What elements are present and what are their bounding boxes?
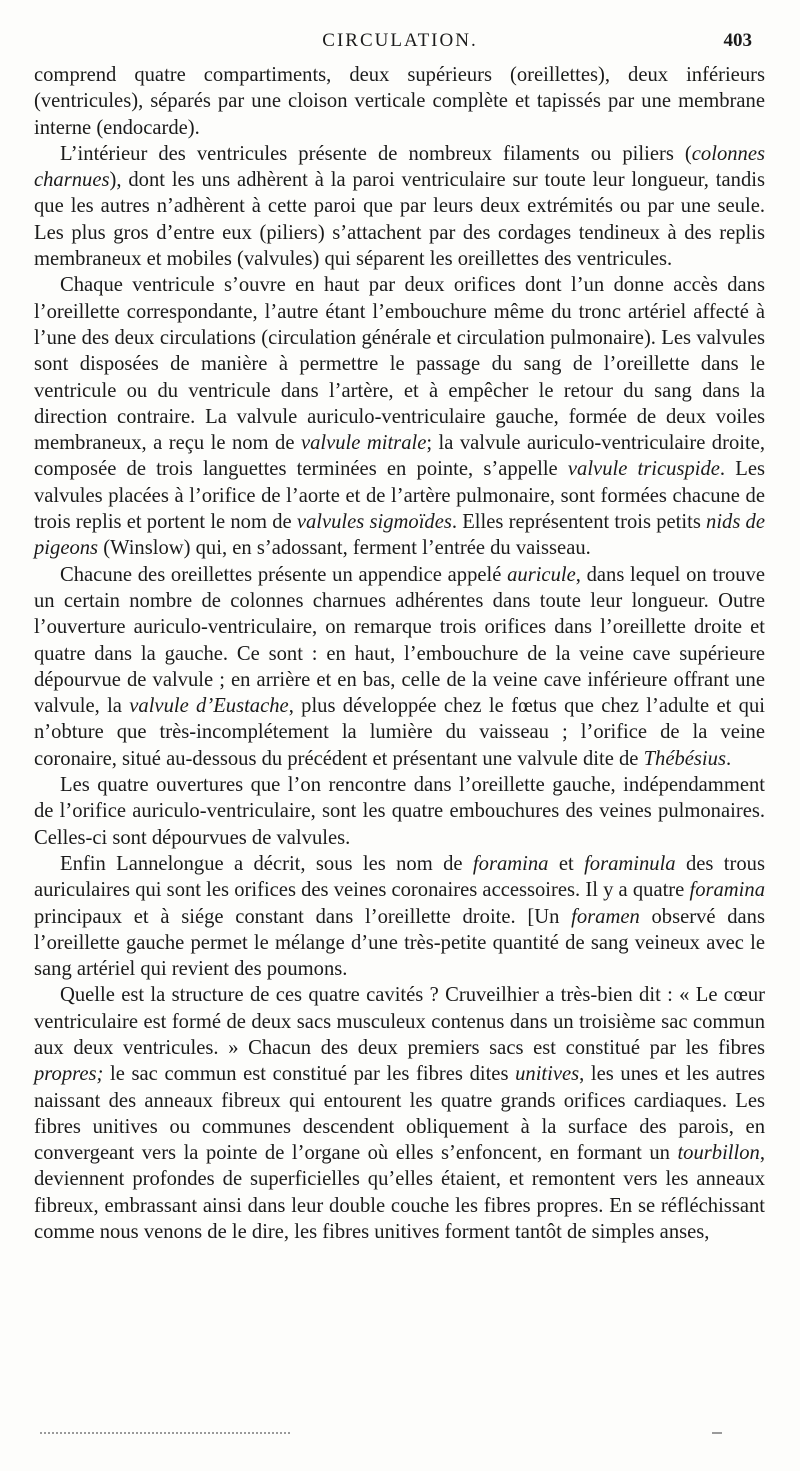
- text-run: le sac commun est constitué par les fibres dites: [103, 1063, 516, 1086]
- italic-term: valvules sigmoïdes: [296, 511, 452, 534]
- text-run: comprend quatre compartiments, deux supérieurs (oreillettes), deux inférieurs (ventricules), séparés par une cloison verticale complète et tapissés par une membrane interne (endocarde).: [34, 64, 765, 139]
- text-run: Les quatre ouvertures que l’on rencontre dans l’oreillette gauche, indépendamment de l’orifice auriculo-ventriculaire, sont les quatre embouchures des veines pulmonaires. Celles-ci sont dépourvues de valvules.: [34, 774, 765, 849]
- footer-dash: [712, 1432, 722, 1434]
- text-run: , plus développée chez le fœtus que chez l’adulte et qui n’obture que très-incomplétement la lumière du vaisseau ; l’orifice de la veine coronaire, situé au-dessous du précédent et présentant une valvule dite de: [34, 695, 765, 770]
- paragraph: [34, 982, 765, 1245]
- paragraph: [34, 851, 765, 982]
- italic-term: Thébésius: [643, 747, 726, 770]
- text-run: . Les valvules placées à l’orifice de l’aorte et de l’artère pulmonaire, sont formées chacune de trois replis et portent le nom de: [34, 458, 765, 534]
- italic-term: valvule tricuspide: [567, 458, 720, 481]
- italic-term: foraminula: [584, 852, 676, 875]
- text-run: observé dans l’oreillette gauche permet le mélange d’une très-petite quantité de sang veineux avec le sang artériel qui revient des poumons.: [34, 905, 765, 981]
- text-run: Quelle est la structure de ces quatre cavités ? Cruveilhier a très-bien dit : « Le cœur ventriculaire est formé de deux sacs musculeux contenus dans un troisième sac commun aux deux ventricules. » Chacun des deux premiers sacs est constitué par les fibres: [34, 984, 765, 1059]
- italic-term: tourbillon: [677, 1142, 760, 1165]
- text-run: Chacune des oreillettes présente un appendice appelé: [60, 563, 508, 586]
- footer-dotted-rule: [40, 1432, 290, 1434]
- italic-term: valvule d’Eustache: [129, 695, 289, 718]
- body-text: [34, 62, 765, 1245]
- text-run: Enfin Lannelongue a décrit, sous les nom de: [60, 852, 473, 875]
- italic-term: nids de pigeons: [34, 511, 765, 560]
- text-run: . Elles représentent trois petits: [451, 511, 707, 534]
- italic-term: valvule mitrale: [300, 432, 427, 455]
- text-run: et: [548, 852, 585, 875]
- text-run: , les unes et les autres naissant des anneaux fibreux qui entourent les quatre grands orifices cardiaques. Les fibres unitives ou communes descendent obliquement à la surface des parois, en convergeant vers la pointe de l’organe où elles s’enfoncent, en formant un: [34, 1063, 765, 1165]
- paragraph: [34, 62, 765, 141]
- running-title: CIRCULATION.: [322, 30, 478, 51]
- text-run: principaux et à siége constant dans l’oreillette droite. [Un: [34, 905, 572, 928]
- italic-term: colonnes charnues: [34, 142, 765, 192]
- italic-term: auricule: [507, 563, 576, 586]
- paragraph: [34, 562, 765, 772]
- running-header: [0, 30, 800, 60]
- paragraph: [34, 141, 765, 272]
- text-run: ; la valvule auriculo-ventriculaire droite, composée de trois languettes terminées en pointe, s’appelle: [34, 432, 765, 481]
- paragraph: [34, 772, 765, 851]
- paragraph: [34, 272, 765, 561]
- text-run: Chaque ventricule s’ouvre en haut par deux orifices dont l’un donne accès dans l’oreillette correspondante, l’autre étant l’embouchure même du tronc artériel affecté à l’une des deux circulations (circulation générale et circulation pulmonaire). Les valvules sont disposées de manière à permettre le passage du sang de l’oreillette dans le ventricule ou du ventricule dans l’artère, et à empêcher le retour du sang dans la direction contraire. La valvule auriculo-ventriculaire gauche, formée de deux voiles membraneux, a reçu le nom de: [34, 274, 765, 455]
- text-run: , dans lequel on trouve un certain nombre de colonnes charnues adhérentes dans toute leur longueur. Outre l’ouverture auriculo-ventriculaire, on remarque trois orifices dans l’oreillette droite et quatre dans la gauche. Ce sont : en haut, l’embouchure de la veine cave supérieure dépourvue de valvule ; en arrière et en bas, celle de la veine cave inférieure offrant une valvule, la: [34, 563, 765, 718]
- text-run: L’intérieur des ventricules présente de nombreux filaments ou piliers (: [60, 142, 692, 165]
- italic-term: propres;: [34, 1063, 104, 1086]
- italic-term: foramina: [472, 852, 549, 875]
- text-run: des trous auriculaires qui sont les orifices des veines coronaires accessoires. Il y a quatre: [34, 852, 765, 902]
- italic-term: foramen: [571, 905, 640, 928]
- text-run: ), dont les uns adhèrent à la paroi ventriculaire sur toute leur longueur, tandis que les autres n’adhèrent à cette paroi que par leurs deux extrémités ou par une seule. Les plus gros d’entre eux (piliers) s’attachent par des cordages tendineux à des replis membraneux et mobiles (valvules) qui séparent les oreillettes des ventricules.: [34, 169, 765, 271]
- page-number: 403: [723, 30, 752, 51]
- text-run: .: [725, 747, 732, 770]
- text-run: (Winslow) qui, en s’adossant, ferment l’entrée du vaisseau.: [98, 537, 591, 560]
- text-run: , deviennent profondes de superficielles qu’elles étaient, et remontent vers les anneaux fibreux, embrassant ainsi dans leur double couche les fibres propres. En se réfléchissant comme nous venons de le dire, les fibres unitives forment tantôt de simples anses,: [34, 1142, 765, 1244]
- italic-term: unitives: [515, 1063, 580, 1086]
- italic-term: foramina: [689, 879, 765, 902]
